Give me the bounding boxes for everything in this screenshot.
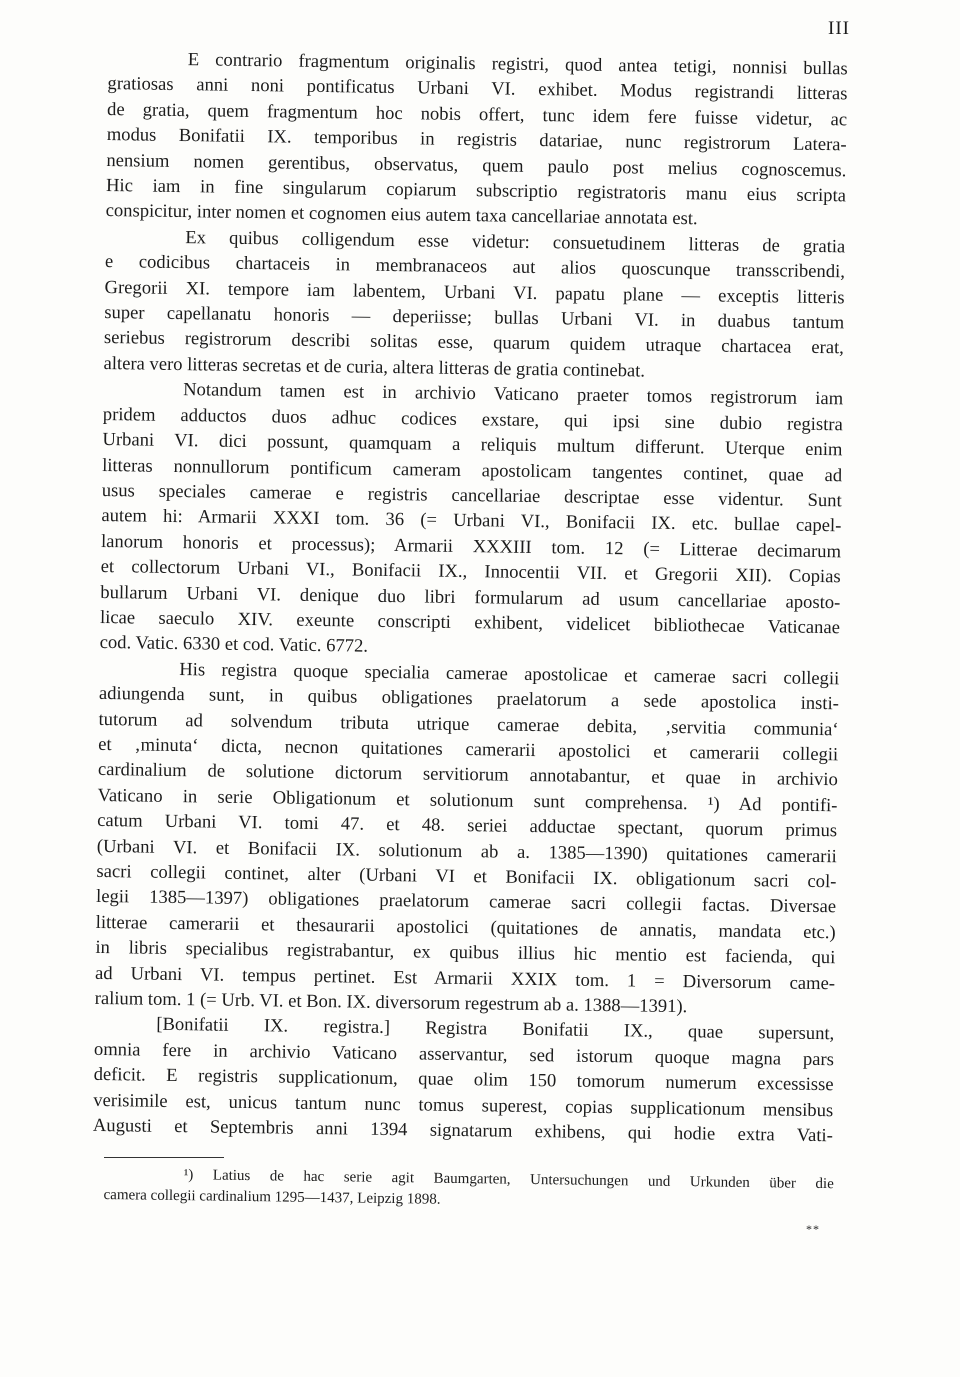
text-line: gratiosas anni noni pontificatus Urbani VI. exhibet. Modus registrandi litteras <box>107 73 848 105</box>
text-line: His registra quoque specialia camerae apostolicae et camerae sacri collegii <box>179 658 840 690</box>
signature-mark: ** <box>806 1222 820 1236</box>
text-line: Notandum tamen est in archivio Vaticano praeter tomos registrorum iam <box>183 379 844 410</box>
text-line: super capellanatu honoris — deperiisse; bullas Urbani VI. in duabus tantum <box>104 302 845 334</box>
text-line: modus Bonifatii IX. temporibus in registris datariae, nunc registrorum Latera- <box>106 124 847 156</box>
footnote <box>103 1164 834 1216</box>
text-line: Vaticano in serie Obligationum et solutionum sunt comprehensa. ¹) Ad pontifi- <box>97 784 838 817</box>
text-line: bullarum Urbani VI. denique duo libri formularum ad usum cancellariae aposto- <box>100 581 841 613</box>
text-line: pridem adductos duos adhuc codices exstare, qui ipsi sine dubio registra <box>102 403 843 435</box>
text-line: adiungenda sunt, in quibus obligationes praelatorum a sede apostolica insti- <box>98 683 840 715</box>
footnote-line: camera collegii cardinalium 1295—1437, Leipzig 1898. <box>103 1186 441 1208</box>
text-line: legii 1385—1397) obligationes praelatorum camerae sacri collegii factas. Diversae <box>95 886 837 918</box>
text-line: conspicitur, inter nomen et cognomen eius autem taxa cancellariae annotata est. <box>105 200 698 230</box>
text-line: autem hi: Armarii XXXI tom. 36 (= Urbani VI., Bonifacii IX. etc. bullae capel- <box>101 505 842 537</box>
text-line: tutorum ad solvendum tributa utrique camerae debita, ‚servitia communia‘ <box>98 708 839 740</box>
text-line: Hic iam in fine singularum copiarum subscriptio registratoris manu eius scripta <box>105 175 847 207</box>
text-line: seriebus registrorum describi solitas esse, quarum quidem utraque chartacea erat, <box>103 327 844 359</box>
text-line: Ex quibus colligendum esse videtur: consuetudinem litteras de gratia <box>185 226 846 258</box>
footnote-line: ¹) Latius de hac serie agit Baumgarten, Untersuchungen und Urkunden über die <box>183 1167 834 1193</box>
text-line: de gratia, quem fragmentum hoc nobis offert, tunc idem fere fuisse videtur, ac <box>106 98 848 131</box>
text-line: et ‚minuta‘ dicta, necnon quitationes camerarii apostolici et camerarii collegii <box>98 733 839 766</box>
text-line: omnia fere in archivio Vaticano asservantur, sed istorum quoque magna pars <box>93 1038 835 1071</box>
text-line: catum Urbani VI. tomi 47. et 48. seriei adductae spectant, quorum primus <box>97 810 838 842</box>
text-line: litterae camerarii et thesaurarii apostolici (quitationes de annatis, mandata etc.) <box>95 911 836 944</box>
text-line: Gregorii XI. tempore iam labentem, Urbani VI. papatu plane — exceptis litteris <box>104 276 845 308</box>
text-line: ad Urbani VI. tempus pertinet. Est Armarii XXIX tom. 1 = Diversorum came- <box>94 962 836 994</box>
text-line: ralium tom. 1 (= Urb. VI. et Bon. IX. diversorum regestrum ab a. 1388—1391). <box>94 987 688 1018</box>
text-line: et collectorum Urbani VI., Bonifacii IX., Innocentii VII. et Gregorii XII). Copias <box>100 556 841 588</box>
text-line: verisimile est, unicus tantum nunc tomus superest, copias supplicationum mensibus <box>93 1089 834 1121</box>
text-line: usus speciales camerae e registris cancellariae descriptae esse videntur. Sunt <box>101 479 842 512</box>
text-line: cod. Vatic. 6330 et cod. Vatic. 6772. <box>99 632 369 658</box>
text-line: in libris specialibus registrabantur, ex quibus illius hic mentio est facienda, qui <box>95 937 836 969</box>
text-line: cardinalium de solutione dictorum servitiorum annotabantur, et quae in archivio <box>97 759 838 791</box>
text-line: Augusti et Septembris anni 1394 signatarum exhibens, qui hodie extra Vati- <box>92 1114 834 1147</box>
text-line: e codicibus chartaceis in membranaceos aut alios quoscunque transscribendi, <box>104 251 846 283</box>
text-line: Urbani VI. dici possunt, quamquam a reliquis multum differunt. Uterque enim <box>102 429 843 461</box>
text-line: (Urbani VI. et Bonifacii IX. solutionum ab a. 1385—1390) quitationes camerarii <box>96 835 837 867</box>
text-line: [Bonifatii IX. registra.] Registra Bonifatii IX., quae supersunt, <box>156 1014 835 1045</box>
text-line: altera vero litteras secretas et de curia, altera litteras de gratia continebat. <box>103 352 646 382</box>
text-line: E contrario fragmentum originalis registri, quod antea tetigi, nonnisi bullas <box>187 49 848 80</box>
text-line: litteras nonnullorum pontificum cameram apostolicam tangentes continet, quae ad <box>102 454 843 486</box>
body-text <box>93 46 848 1149</box>
text-line: nensium nomen gerentibus, observatus, quem paulo post melius cognoscemus. <box>106 149 847 181</box>
page-number: III <box>828 18 850 39</box>
text-line: sacri collegii continet, alter (Urbani VI et Bonifacii IX. obligationum sacri col- <box>96 860 837 893</box>
text-line: deficit. E registris supplicationum, quae olim 150 tomorum numerum excessisse <box>93 1064 834 1096</box>
text-line: licae saeculo XIV. exeunte conscripti exhibent, videlicet bibliothecae Vaticanae <box>99 606 841 639</box>
text-line: lanorum honoris et processus); Armarii XXXIII tom. 12 (= Litterae decimarum <box>100 530 842 563</box>
footnote-rule <box>104 1157 224 1158</box>
